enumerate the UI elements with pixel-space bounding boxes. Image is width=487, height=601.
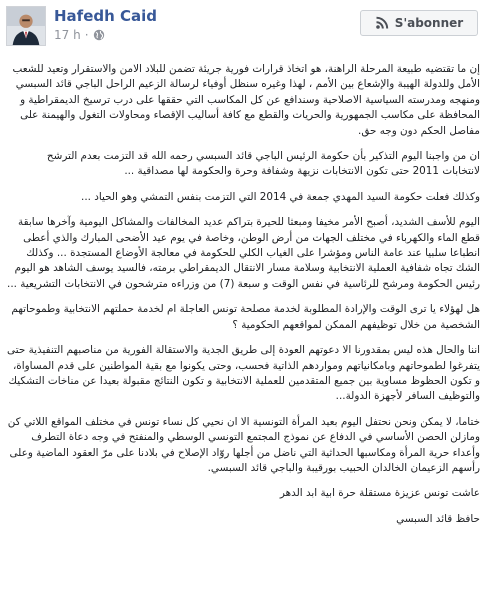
rss-icon [375,16,389,30]
subscribe-label: S'abonner [394,16,464,30]
privacy-separator: · [84,28,89,42]
post-paragraph: اليوم للأسف الشديد، أصبح الأمر مخيفا ومبعثا للحيرة بتراكم عديد المخالفات والمشاكل اليومية وآخرها سابقة قطع الماء والكهرباء في مختلف الجهات من أرض الوطن، وخاصة في يوم عيد الأضحى المبارك والذي أعطى انطباعا سلبيا عند عامة الناس ومؤشرا على الغياب الكلي للحكومة في معالجة الأوضاع المستجدة ... وكذلك الشك تجاه شفافية العملية الانتخابية وسلامة مسار الانتقال الديمقراطي برمته، فالسيد يوسف الشاهد هو اليوم رئيس الحكومة ومرشح للرئاسية في نفس الوقت و سبعة (7) من وزراءه مترشحون في الانتخابات التشريعية ... [7,216,480,290]
post-paragraph: اننا والحال هذه ليس بمقدورنا الا دعوتهم العودة إلى طريق الجدية والاستقالة الفورية من مناصبهم التنفيذية حتى يتفرغوا لطموحاتهم وبامكانياتهم ومواردهم الذاتية فحسب، وحتى يكونوا مع بقية المواطنين على قدم المساواة، و تكون الحظوظ مساوية بين جميع المتقدمين للعملية الانتخابية و تكون النتائج مقبولة بعيدا عن مناخات التشكيك والتوظيف السافر لأجهزة الدولة... [7,344,480,403]
globe-icon[interactable] [93,29,105,41]
subscribe-button[interactable] [360,10,478,36]
post-time[interactable]: 17 h [54,28,81,42]
post-paragraph: وكذلك فعلت حكومة السيد المهدي جمعة في 2014 التي التزمت بنفس التمشي وهو الحياد ... [81,190,480,203]
avatar[interactable] [6,6,46,46]
post-paragraph: ختاما، لا يمكن ونحن نحتفل اليوم بعيد المرأة التونسية الا ان نحيي كل نساء تونس في مختلف المواقع اللاتي كن ومازلن الحصن الأساسي في الدفاع عن نموذج المجتمع التونسي الوسطي والمنفتح في وجه دعاة التطرف وأعداء حرية المرأة ومكاسبها الحداثية التي ناضل من أجلها روّاد الإصلاح في بلادنا على مرّ العقود الماضية وعلى رأسهم الزعيمان الخالدان الحبيب بورقيبة والباجي قائد السبسي. [7,415,480,474]
profile-photo-icon [7,7,45,45]
post-meta [54,28,105,42]
post-header [0,0,487,62]
post-paragraph: إن ما تقتضيه طبيعة المرحلة الراهنة، هو اتخاذ قرارات فورية جريئة تضمن للبلاد الامن والاستقرار وتعيد للشعب الأمل وللدولة الهيبة والإشعاع بين الأمم ، لهذا وغيره سنظل أوفياء لرسالة الزعيم الراحل الباجي قائد السبسي ومنهجه ومدرسته السياسية الاصلاحية وسندافع عن كل المكاسب التي حققها على درب ترسيخ الديمقراطية و المحافظة على مكاسب الجمهورية والحريات والقطع مع كافة أساليب الإقصاء ومحاولات التغول والهيمنة على مفاصل الحكم دون وجه حق. [12,63,480,137]
author-name[interactable]: Hafedh Caid [54,7,158,25]
post-closing-line: عاشت تونس عزيزة مستقلة حرة ابية ابد الدهر [279,487,480,500]
post-paragraph: ان من واجبنا اليوم التذكير بأن حكومة الرئيس الباجي قائد السبسي رحمه الله قد التزمت بعدم الترشح لانتخابات 2011 حتى تكون الانتخابات نزيهة وشفافة وحرة والحكومة لها مصداقية ... [46,150,480,178]
post-paragraph: هل لهؤلاء يا ترى الوقت والإرادة المطلوبة لخدمة مصلحة تونس العاجلة ام لخدمة حملتهم الانتخابية وطموحاتهم الشخصية من خلال توظيفهم الممكن لمواقعهم الحكومية ؟ [11,303,480,331]
post-signature: حافظ قائد السبسي [396,512,480,525]
post-body [6,62,480,596]
